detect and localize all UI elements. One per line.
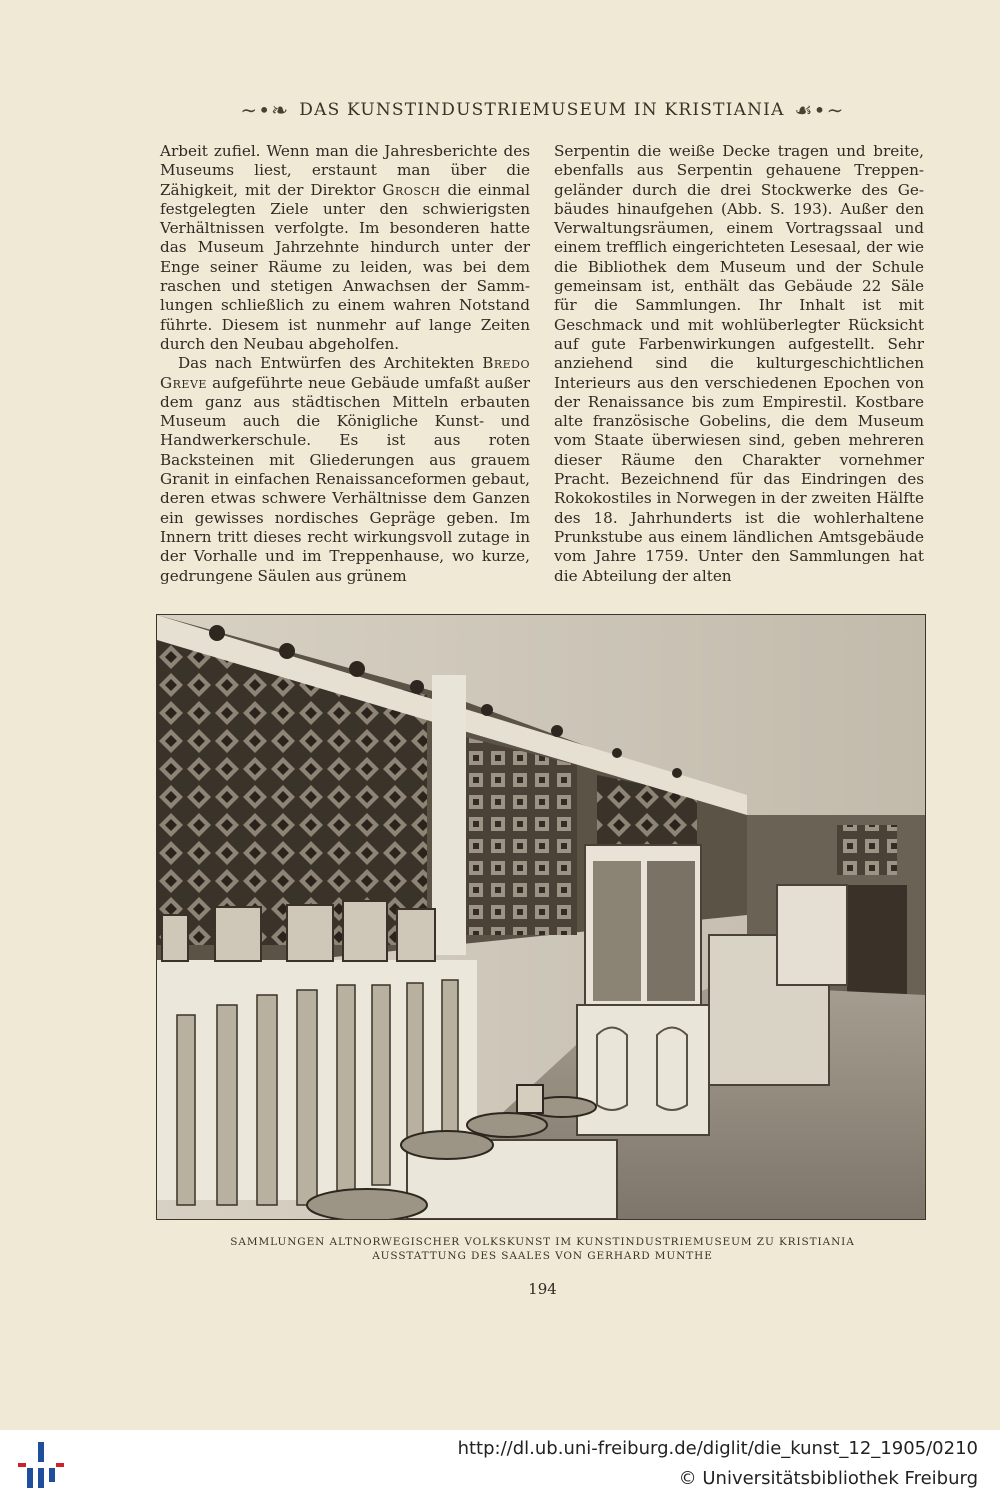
- text-column-left: [160, 142, 530, 586]
- ub-freiburg-logo-icon: [18, 1442, 64, 1488]
- running-header: [160, 96, 925, 124]
- header-title: DAS KUNSTINDUSTRIEMUSEUM IN KRISTIANIA: [299, 100, 785, 120]
- text-run: die einmal festgelegten Ziele unter den schwierigsten Verhältnissen verfolgte. Im besonderen hatte das Museum Jahrzehnte hindurch unter der Enge seiner Räume zu leiden, was bei dem raschen und stetigen Anwachsen der Sammlungen schließlich zu einem wahren Notstand führte. Diesem ist nunmehr auf lange Zeiten durch den Neubau abgeholfen.: [160, 180, 530, 353]
- person-name: Bredo Greve: [160, 354, 530, 392]
- paragraph: [160, 354, 530, 586]
- text-column-right: [554, 142, 924, 586]
- text-run: Arbeit zufiel. Wenn man die Jahresberichte des Museums liest, erstaunt man über die Zähigkeit, mit der Direktor: [160, 142, 530, 199]
- header-ornament-right-icon: ☙•∼: [794, 98, 845, 122]
- photo-illustration: [157, 615, 925, 1219]
- permalink-url[interactable]: http://dl.ub.uni-freiburg.de/diglit/die_kunst_12_1905/0210: [457, 1438, 978, 1459]
- text-run: Das nach Entwürfen des Architekten: [178, 354, 483, 373]
- caption-line: AUSSTATTUNG DES SAALES VON GERHARD MUNTHE: [372, 1250, 713, 1262]
- text-run: aufgeführte neue Gebäude umfaßt außer dem ganz aus städtischen Mitteln erbauten Museum auch die Königliche Kunst- und Handwerkerschule. Es ist aus roten Backsteinen mit Gliederungen aus grauem Granit in einfachen Renaissanceformen gebaut, deren etwas schwere Verhältnisse dem Ganzen ein gewisses nordisches Gepräge geben. Im Innern tritt dieses recht wirkungsvoll zutage in der Vorhalle und im Treppenhause, wo kurze, gedrungene Säulen aus grünem: [160, 373, 530, 585]
- viewer-footer: [0, 1430, 1000, 1499]
- museum-hall-photograph: [156, 614, 926, 1220]
- paragraph: Serpentin die weiße Decke tragen und breite, ebenfalls aus Serpentin gehauene Treppengeländer durch die drei Stockwerke des Gebäudes hinaufgehen (Abb. S. 193). Außer den Verwaltungsräumen, einem Vortragssaal und einem trefflich eingerichteten Lesesaal, der wie die Bibliothek dem Museum und der Schule gemeinsam ist, enthält das Gebäude 22 Säle für die Sammlungen. Ihr Inhalt ist mit Geschmack und mit wohlüberlegter Rücksicht auf gute Farbenwirkungen aufgestellt. Sehr anziehend sind die kulturgeschichtlichen Interieurs aus den verschiedenen Epochen von der Renaissance bis zum Empirestil. Kostbare alte französische Gobelins, die dem Museum vom Staate überwiesen sind, geben mehreren dieser Räume den Charakter vornehmer Pracht. Bezeichnend für das Eindringen des Rokokostiles in Norwegen in der zweiten Hälfte des 18. Jahrhunderts ist die wohlerhaltene Prunkstube aus einem ländlichen Amtsgebäude vom Jahre 1759. Unter den Sammlungen hat die Abteilung der alten: [554, 142, 924, 585]
- figure-caption: [160, 1235, 925, 1263]
- copyright-notice: © Universitätsbibliothek Freiburg: [678, 1468, 978, 1489]
- person-name: Grosch: [382, 180, 441, 199]
- page-number: 194: [528, 1280, 557, 1298]
- header-ornament-left-icon: ∼•❧: [240, 98, 290, 122]
- paragraph: [160, 142, 530, 354]
- caption-line: SAMMLUNGEN ALTNORWEGISCHER VOLKSKUNST IM KUNSTINDUSTRIEMUSEUM ZU KRISTIANIA: [230, 1236, 855, 1248]
